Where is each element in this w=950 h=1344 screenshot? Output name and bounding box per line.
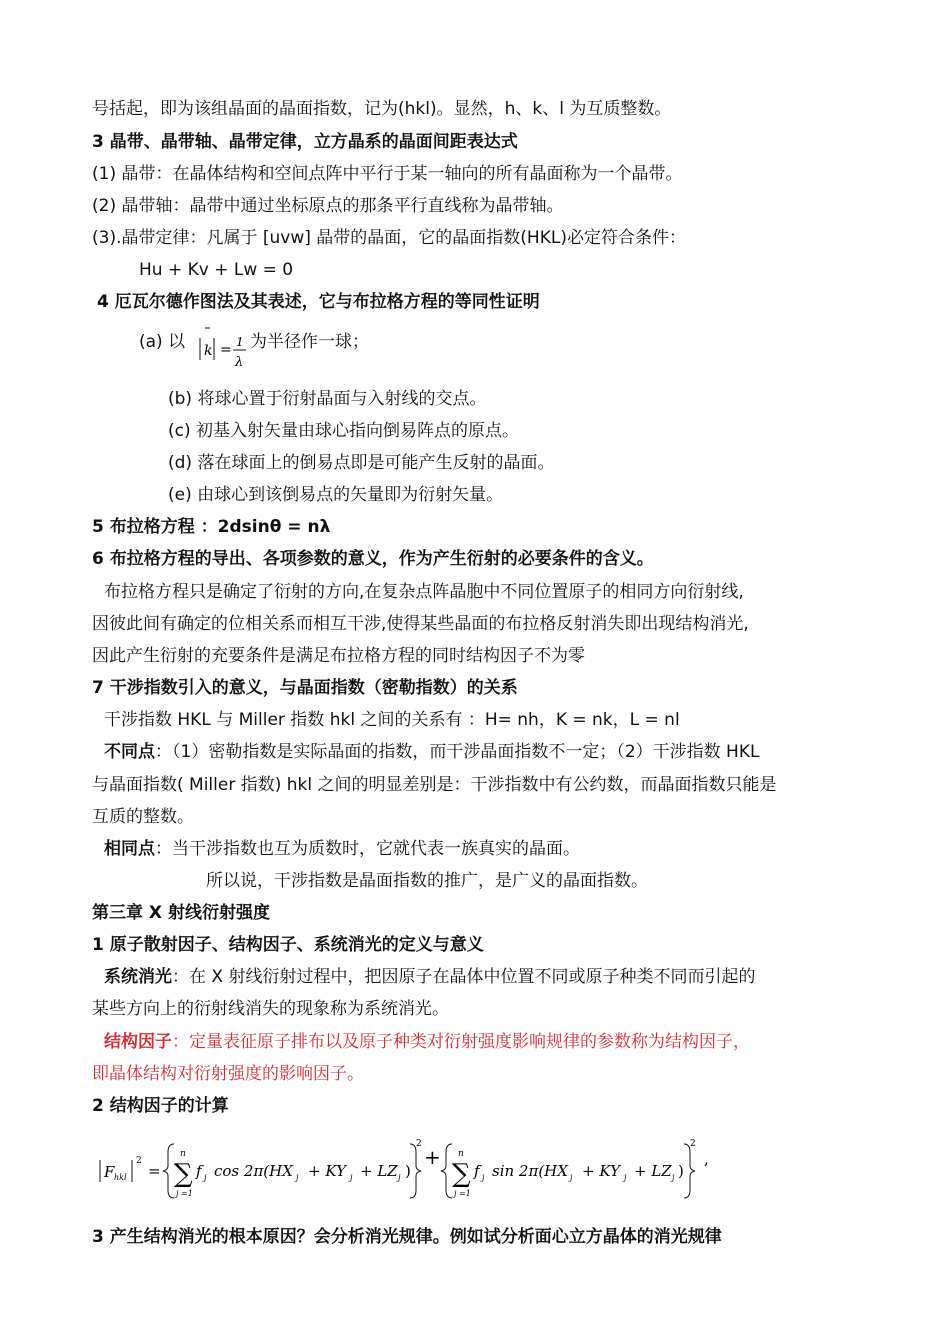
text-line: 互质的整数。 (92, 807, 194, 827)
text-line: 为半径作一球； (250, 332, 369, 352)
numerator-one: 1 (236, 335, 244, 349)
text-span: ：定量表征原子排布以及原子种类对衍射强度影响规律的参数称为结构因子， (172, 1032, 750, 1052)
lz-term: + LZ (634, 1162, 672, 1180)
heading-3: 3 晶带、晶带轴、晶带定律，立方晶系的晶面间距表达式 (92, 132, 518, 152)
text-line: 干涉指数 HKL 与 Miller 指数 hkl 之间的关系有 ：H= nh，K = nk，L = nl (104, 710, 680, 730)
heading-5: 5 布拉格方程 ：2dsinθ = nλ (92, 517, 331, 537)
text-line: 与晶面指数( Miller 指数) hkl 之间的明显差别是：干涉指数中有公约数，而晶面指数只能是 (92, 775, 777, 795)
structure-factor-svg (92, 1130, 732, 1210)
right-brace (684, 1144, 695, 1198)
text-line (104, 966, 755, 988)
zone-law-equation: Hu + Kv + Lw = 0 (139, 260, 294, 280)
label-similarity: 相同点 (104, 839, 155, 859)
sin-term: sin 2π(HX (492, 1162, 568, 1180)
text-line: (2) 晶带轴：晶带中通过坐标原点的那条平行直线称为晶带轴。 (92, 196, 564, 216)
text-line: 某些方向上的衍射线消失的现象称为系统消光。 (92, 999, 449, 1019)
j-subscript: j (570, 1173, 573, 1182)
j-subscript: j (204, 1173, 207, 1182)
sum-lower: j =1 (176, 1189, 193, 1198)
square-exponent: 2 (136, 1156, 142, 1166)
j-subscript: j (296, 1173, 299, 1182)
text-line: 号括起，即为该组晶面的晶面指数，记为(hkl)。显然，h、k、l 为互质整数。 (92, 99, 672, 119)
text-line (104, 838, 580, 860)
chapter-title: 第三章 X 射线衍射强度 (92, 903, 270, 923)
text-line: 因此产生衍射的充要条件是满足布拉格方程的同时结构因子不为零 (92, 646, 585, 666)
left-brace (163, 1144, 174, 1198)
text-line: 所以说，干涉指数是晶面指数的推广，是广义的晶面指数。 (206, 871, 648, 891)
heading-4: 4 厄瓦尔德作图法及其表述，它与布拉格方程的等同性证明 (97, 292, 540, 312)
j-subscript: j (482, 1173, 485, 1182)
lambda-symbol: λ (235, 355, 244, 370)
text-line: (3).晶带定律：凡属于 [uvw] 晶带的晶面，它的晶面指数(HKL)必定符合条件： (92, 228, 686, 248)
heading-3-1: 1 原子散射因子、结构因子、系统消光的定义与意义 (92, 935, 484, 955)
ewald-radius-svg (196, 322, 250, 370)
equals-sign: = (148, 1162, 161, 1180)
right-brace (410, 1144, 421, 1198)
heading-3-2: 2 结构因子的计算 (92, 1096, 229, 1116)
ky-term: + KY (582, 1162, 621, 1180)
ky-term: + KY (308, 1162, 347, 1180)
equals-sign: = (220, 342, 232, 358)
text-line: 布拉格方程只是确定了衍射的方向,在复杂点阵晶胞中不同位置原子的相同方向衍射线, (104, 582, 744, 602)
sum-upper: n (458, 1149, 464, 1159)
close-paren: ) (678, 1162, 684, 1180)
heading-6: 6 布拉格方程的导出、各项参数的意义，作为产生衍射的必要条件的含义。 (92, 549, 654, 569)
square-exponent: 2 (690, 1139, 696, 1149)
text-line: (b) 将球心置于衍射晶面与入射线的交点。 (168, 389, 487, 409)
label-difference: 不同点 (104, 742, 155, 762)
text-line: (1) 晶带：在晶体结构和空间点阵中平行于某一轴向的所有晶面称为一个晶带。 (92, 164, 683, 184)
text-line: 因彼此间有确定的位相关系而相互干涉,使得某些晶面的布拉格反射消失即出现结构消光, (92, 614, 749, 634)
sum-upper: n (180, 1149, 186, 1159)
F-symbol: F (104, 1163, 115, 1181)
text-line-red (104, 1031, 750, 1053)
text-line-red: 即晶体结构对衍射强度的影响因子。 (92, 1064, 364, 1084)
comma: , (704, 1150, 709, 1168)
j-subscript: j (350, 1173, 353, 1182)
text-line: (a) 以 (139, 332, 186, 352)
text-line: (d) 落在球面上的倒易点即是可能产生反射的晶面。 (168, 453, 555, 473)
text-line: (c) 初基入射矢量由球心指向倒易阵点的原点。 (168, 421, 520, 441)
heading-7: 7 干涉指数引入的意义，与晶面指数（密勒指数）的关系 (92, 678, 518, 698)
k-symbol: k (204, 343, 213, 359)
lz-term: + LZ (360, 1162, 398, 1180)
hkl-subscript: hkl (114, 1173, 127, 1182)
sigma-symbol: ∑ (174, 1159, 193, 1189)
square-exponent: 2 (416, 1139, 422, 1149)
text-span: ：（1）密勒指数是实际晶面的指数，而干涉晶面指数不一定；（2）干涉指数 HKL (155, 742, 760, 762)
label-systematic-extinction: 系统消光 (104, 967, 172, 987)
text-span: ：在 X 射线衍射过程中，把因原子在晶体中位置不同或原子种类不同而引起的 (172, 967, 756, 987)
text-line: (e) 由球心到该倒易点的矢量即为衍射矢量。 (168, 485, 504, 505)
j-subscript: j (398, 1173, 401, 1182)
f-symbol: f (196, 1162, 202, 1180)
j-subscript: j (672, 1173, 675, 1182)
left-brace (441, 1144, 452, 1198)
f-symbol: f (474, 1162, 480, 1180)
cos-term: cos 2π(HX (214, 1162, 293, 1180)
sigma-symbol: ∑ (452, 1159, 471, 1189)
close-paren: ) (405, 1162, 411, 1180)
sum-lower: j =1 (454, 1189, 471, 1198)
j-subscript: j (624, 1173, 627, 1182)
label-structure-factor: 结构因子 (104, 1032, 172, 1052)
plus-sign: + (424, 1145, 441, 1169)
heading-3-3: 3 产生结构消光的根本原因？会分析消光规律。例如试分析面心立方晶体的消光规律 (92, 1227, 722, 1247)
text-line (104, 741, 759, 763)
text-span: ：当干涉指数也互为质数时，它就代表一族真实的晶面。 (155, 839, 580, 859)
